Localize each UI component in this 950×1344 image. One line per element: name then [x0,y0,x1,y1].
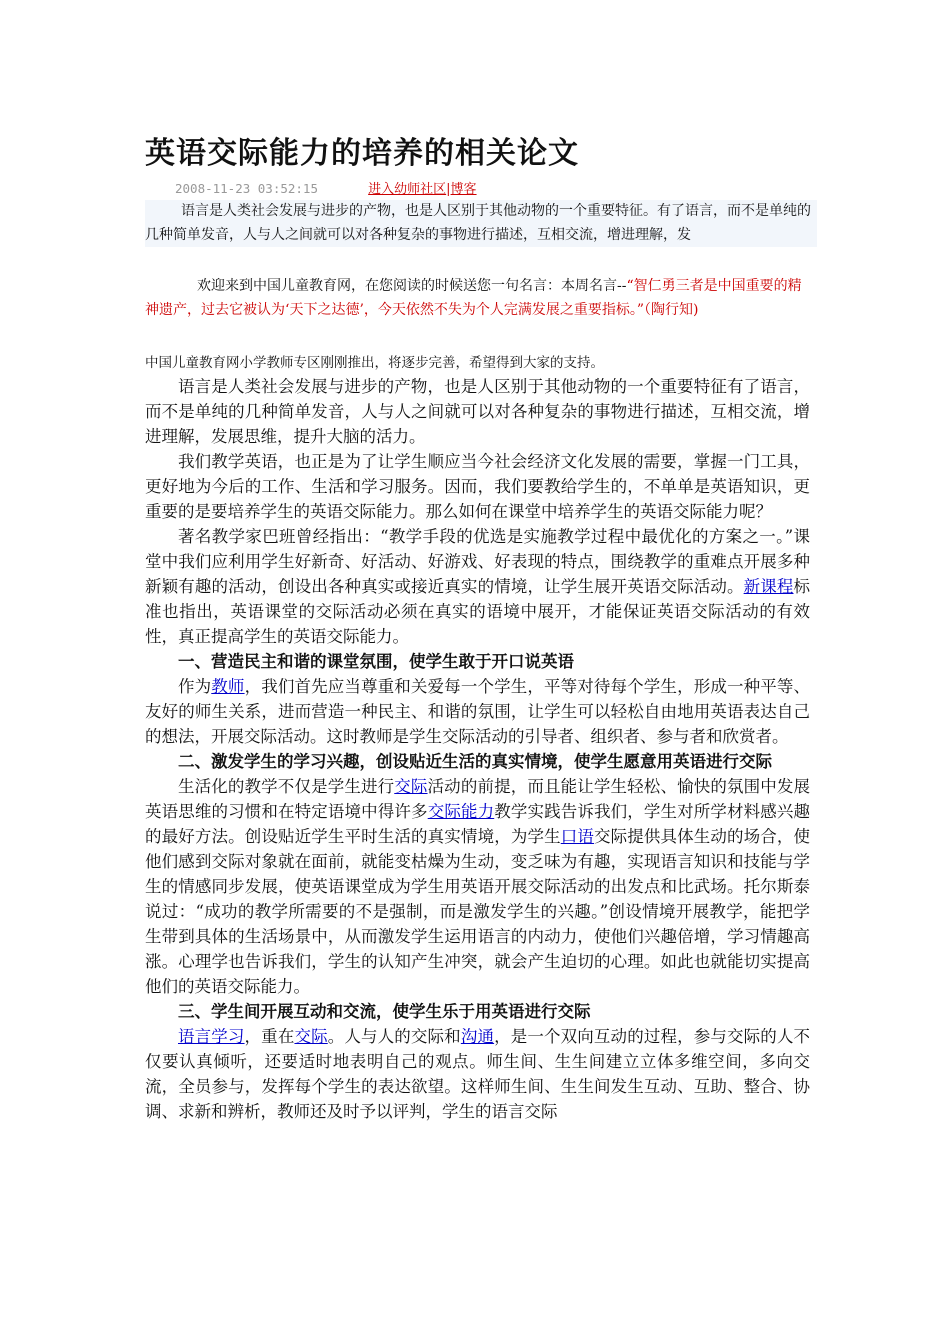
communication-ability-link[interactable]: 交际能力 [427,802,495,821]
publish-date: 2008-11-23 03:52:15 [175,181,318,196]
section-heading-3: 三、学生间开展互动和交流，使学生乐于用英语进行交际 [178,1002,591,1021]
oral-link[interactable]: 口语 [560,827,594,846]
section-heading-2: 二、激发学生的学习兴趣，创设贴近生活的真实情境，使学生愿意用英语进行交际 [178,752,772,771]
site-notice: 中国儿童教育网小学教师专区刚刚推出，将逐步完善，希望得到大家的支持。 [145,355,604,371]
paragraph: 生活化的教学不仅是学生进行交际活动的前提，而且能让学生轻松、愉快的氛围中发展英语思维的习惯和在特定语境中得许多交际能力教学实践告诉我们，学生对所学材料感兴趣的最好方法。创设贴近学生平时生活的真实情境，为学生口语交际提供具体生动的场合，使他们感到交际对象就在面前，就能变枯燥为生动，变乏味为有趣，实现语言知识和技能与学生的情感同步发展，使英语课堂成为学生用英语开展交际活动的出发点和比武场。托尔斯泰说过：“成功的教学所需要的不是强制，而是激发学生的兴趣。”创设情境开展教学，能把学生带到具体的生活场景中，从而激发学生运用语言的内动力，使他们兴趣倍增，学习情趣高涨。心理学也告诉我们，学生的认知产生冲突，就会产生迫切的心理。如此也就能切实提高他们的英语交际能力。 [145,777,811,996]
exchange-link[interactable]: 沟通 [460,1027,495,1046]
quote-text: “智仁勇三者是中国重要的精神遗产，过去它被认为‘天下之达德’，今天依然不失为个人完满发展之重要指标。”（陶行知) [145,278,802,318]
paragraph: 著名教学家巴班曾经指出：“教学手段的优选是实施教学过程中最优化的方案之一。”课堂中我们应利用学生好新奇、好活动、好游戏、好表现的特点，围绕教学的重难点开展多种新颖有趣的活动，创设出各种真实或接近真实的情境，让学生展开英语交际活动。新课程标准也指出，英语课堂的交际活动必须在真实的语境中展开，才能保证英语交际活动的有效性，真正提高学生的英语交际能力。 [145,527,811,646]
paragraph: 语言学习，重在交际。人与人的交际和沟通，是一个双向互动的过程，参与交际的人不仅要认真倾听，还要适时地表明自己的观点。师生间、生生间建立立体多维空间，多向交流，全员参与，发挥每个学生的表达欲望。这样师生间、生生间发生互动、互助、整合、协调、求新和辨析，教师还及时予以评判，学生的语言交际 [145,1027,811,1121]
summary-box [145,200,817,247]
paragraph: 作为教师，我们首先应当尊重和关爱每一个学生，平等对待每个学生，形成一种平等、友好的师生关系，进而营造一种民主、和谐的氛围，让学生可以轻松自由地用英语表达自己的想法，开展交际活动。这时教师是学生交际活动的引导者、组织者、参与者和欣赏者。 [145,677,811,746]
communication-link[interactable]: 交际 [294,1027,328,1046]
paragraph: 语言是人类社会发展与进步的产物，也是人区别于其他动物的一个重要特征有了语言，而不是单纯的几种简单发音，人与人之间就可以对各种复杂的事物进行描述，互相交流，增进理解，发展思维，提升大脑的活力。 [145,377,810,446]
paragraph: 我们教学英语，也正是为了让学生顺应当今社会经济文化发展的需要，掌握一门工具，更好地为今后的工作、生活和学习服务。因而，我们要教给学生的，不单单是英语知识，更重要的是要培养学生的英语交际能力。那么如何在课堂中培养学生的英语交际能力呢？ [145,452,810,521]
meta-links [368,182,476,197]
article-meta [175,178,477,197]
blog-link[interactable]: 博客 [450,182,477,197]
teacher-link[interactable]: 教师 [211,677,245,696]
community-link[interactable]: 进入幼师社区 [368,182,447,197]
quote-intro: 欢迎来到中国儿童教育网，在您阅读的时候送您一句名言：本周名言-- [197,278,627,294]
language-learning-link[interactable]: 语言学习 [178,1027,245,1046]
quote-of-week [145,275,810,322]
article-body [145,374,810,1124]
article-title: 英语交际能力的培养的相关论文 [145,136,579,171]
communication-link[interactable]: 交际 [394,777,428,796]
new-curriculum-link[interactable]: 新课程 [743,577,794,596]
summary-text: 语言是人类社会发展与进步的产物，也是人区别于其他动物的一个重要特征。有了语言，而不是单纯的几种简单发音，人与人之间就可以对各种复杂的事物进行描述，互相交流，增进理解，发 [145,203,811,243]
link-separator: | [446,182,451,197]
section-heading-1: 一、营造民主和谐的课堂氛围，使学生敢于开口说英语 [178,652,574,671]
